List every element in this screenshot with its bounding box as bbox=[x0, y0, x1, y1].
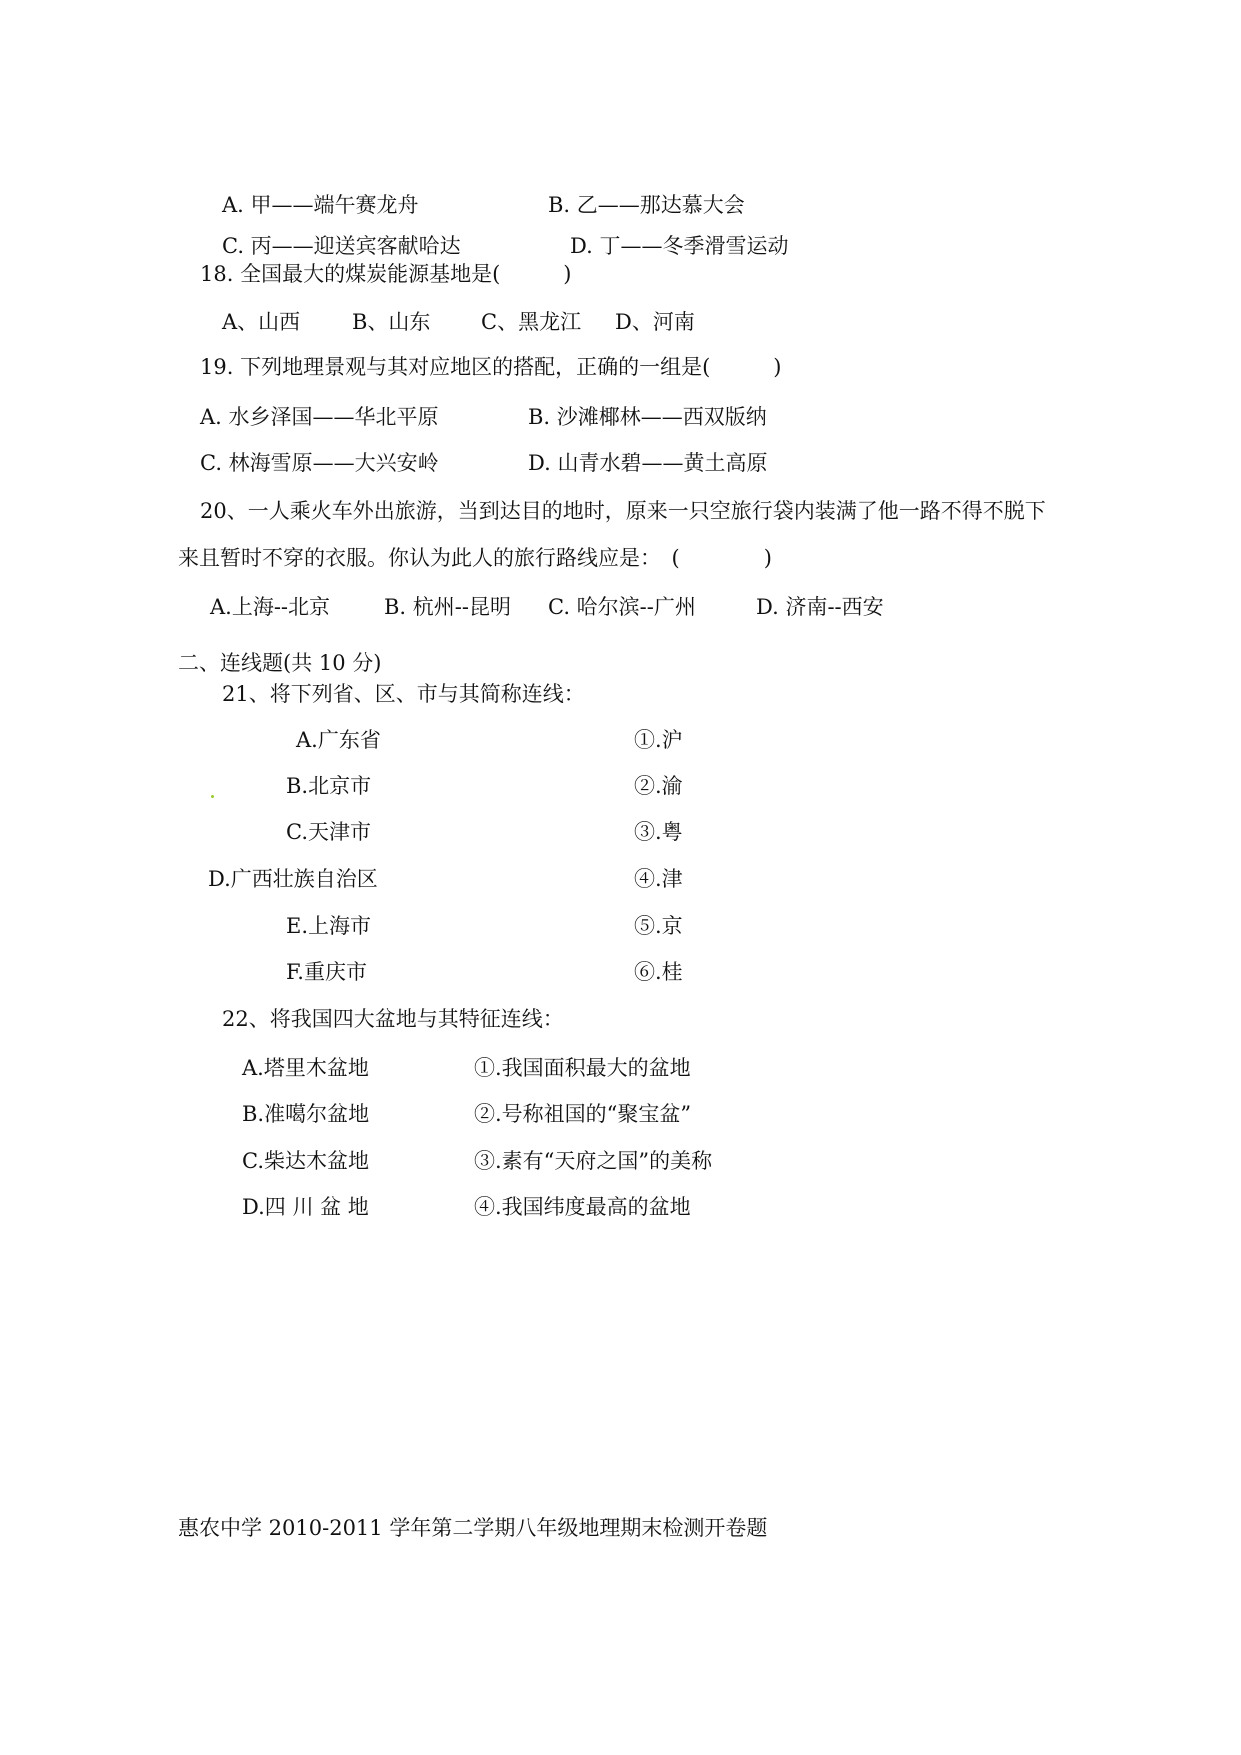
q21-right-item: ①.沪 bbox=[634, 728, 683, 752]
q21-right-item: ⑤.京 bbox=[634, 914, 683, 938]
stray-dot bbox=[211, 795, 214, 798]
q19-option-d: D. 山青水碧——黄土高原 bbox=[528, 451, 768, 475]
q22-left-item: D.四 川 盆 地 bbox=[242, 1195, 369, 1219]
q19-stem: 19. 下列地理景观与其对应地区的搭配，正确的一组是( ) bbox=[200, 355, 782, 379]
q22-right-item: ①.我国面积最大的盆地 bbox=[474, 1056, 691, 1080]
q22-right-item: ④.我国纬度最高的盆地 bbox=[474, 1195, 691, 1219]
q21-left-item: E.上海市 bbox=[286, 914, 372, 938]
q20-option-d: D. 济南--西安 bbox=[756, 595, 884, 619]
q22-left-item: A.塔里木盆地 bbox=[242, 1056, 369, 1080]
section-heading: 二、连线题(共 10 分) bbox=[178, 651, 382, 675]
q17-option-c: C. 丙——迎送宾客献哈达 bbox=[222, 234, 461, 258]
q21-left-item: C.天津市 bbox=[286, 820, 371, 844]
q19-option-b: B. 沙滩椰林——西双版纳 bbox=[528, 405, 767, 429]
q18-option-c: C、黑龙江 bbox=[481, 310, 582, 334]
q17-option-b: B. 乙——那达慕大会 bbox=[548, 193, 745, 217]
q22-stem: 22、将我国四大盆地与其特征连线： bbox=[222, 1007, 564, 1031]
exam-title: 惠农中学 2010-2011 学年第二学期八年级地理期末检测开卷题 bbox=[178, 1516, 768, 1540]
q22-right-item: ②.号称祖国的“聚宝盆” bbox=[474, 1102, 692, 1126]
q21-right-item: ④.津 bbox=[634, 867, 683, 891]
q21-right-item: ②.渝 bbox=[634, 774, 683, 798]
q20-stem-line2: 来且暂时不穿的衣服。你认为此人的旅行路线应是： ( ) bbox=[178, 546, 772, 570]
q18-option-b: B、山东 bbox=[352, 310, 431, 334]
q21-left-item: D.广西壮族自治区 bbox=[208, 867, 378, 891]
q21-stem: 21、将下列省、区、市与其简称连线： bbox=[222, 682, 585, 706]
q21-right-item: ③.粤 bbox=[634, 820, 683, 844]
q20-option-c: C. 哈尔滨--广州 bbox=[548, 595, 696, 619]
q20-stem-line1: 20、一人乘火车外出旅游，当到达目的地时，原来一只空旅行袋内装满了他一路不得不脱下 bbox=[200, 499, 1046, 523]
q19-option-a: A. 水乡泽国——华北平原 bbox=[200, 405, 439, 429]
q20-option-a: A.上海--北京 bbox=[210, 595, 331, 619]
q21-left-item: B.北京市 bbox=[286, 774, 372, 798]
q22-left-item: B.准噶尔盆地 bbox=[242, 1102, 370, 1126]
q18-option-a: A、山西 bbox=[222, 310, 301, 334]
q19-option-c: C. 林海雪原——大兴安岭 bbox=[200, 451, 439, 475]
q18-option-d: D、河南 bbox=[615, 310, 695, 334]
q18-stem: 18. 全国最大的煤炭能源基地是( ) bbox=[200, 262, 572, 286]
q17-option-a: A. 甲——端午赛龙舟 bbox=[222, 193, 419, 217]
q22-left-item: C.柴达木盆地 bbox=[242, 1149, 369, 1173]
q22-right-item: ③.素有“天府之国”的美称 bbox=[474, 1149, 713, 1173]
q21-left-item: A.广东省 bbox=[296, 728, 381, 752]
q21-left-item: F.重庆市 bbox=[286, 960, 367, 984]
q20-option-b: B. 杭州--昆明 bbox=[384, 595, 511, 619]
q17-option-d: D. 丁——冬季滑雪运动 bbox=[570, 234, 789, 258]
q21-right-item: ⑥.桂 bbox=[634, 960, 683, 984]
